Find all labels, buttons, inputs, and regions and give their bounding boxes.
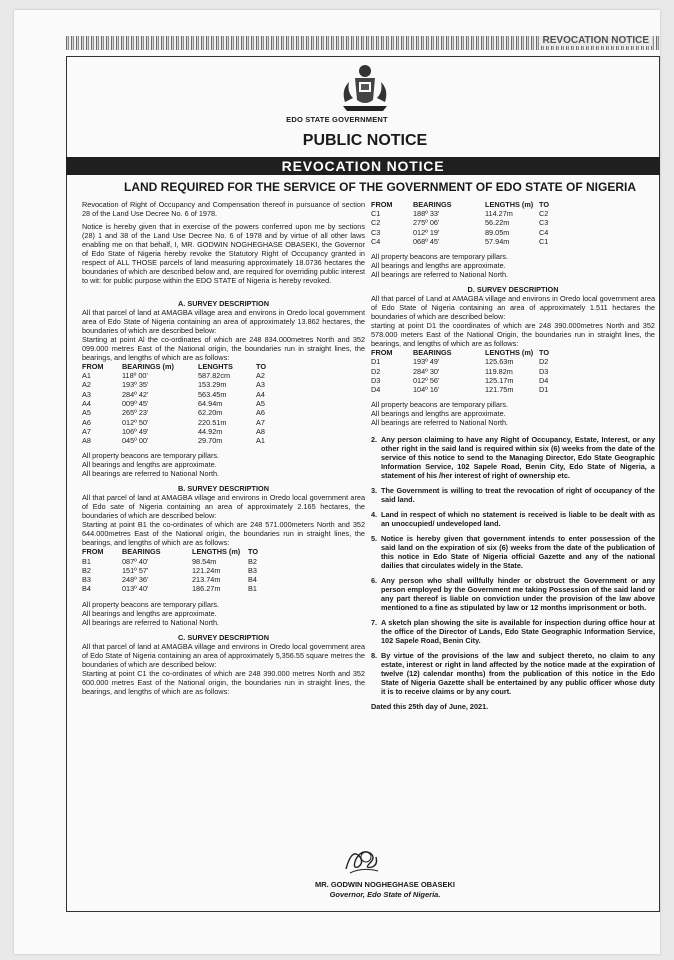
clause-number: 4.: [371, 510, 378, 520]
table-header-row: [82, 362, 266, 371]
survey-b-text: All that parcel of land at AMAGBA village and environs in Oredo local government area of Edo sate of Nigeria containing an area of approximately 2.165 hectares, the boundaries of which are described below:: [82, 493, 365, 521]
cell: 248º 36': [122, 575, 149, 585]
right-column: [371, 200, 655, 711]
table-row: [82, 566, 258, 575]
cell: 012º 19': [413, 227, 440, 237]
cell: 012º 56': [413, 375, 440, 385]
cell: A6: [256, 408, 265, 418]
cell: 193º 49': [413, 357, 440, 367]
cell: 186.27m: [192, 584, 221, 594]
cell: 44.92m: [198, 426, 223, 436]
left-column: [82, 200, 365, 700]
cell: C1: [371, 209, 381, 219]
cell: 98.54m: [192, 556, 217, 566]
cell: D2: [371, 366, 381, 376]
cell: B4: [248, 575, 257, 585]
col-header-to: TO: [248, 547, 259, 557]
col-header-lengths: LENGTHS (m): [485, 348, 534, 358]
clause-number: 6.: [371, 576, 378, 586]
survey-a-notes: [82, 451, 365, 478]
cell: C4: [539, 227, 549, 237]
cell: C3: [539, 218, 549, 228]
col-header-lengths: LENGTHS (m): [485, 200, 534, 209]
survey-a-title: A. SURVEY DESCRIPTION: [178, 299, 269, 308]
cell: 57.94m: [485, 237, 510, 247]
note-north: All bearings are referred to National North.: [82, 469, 220, 479]
government-heading: EDO STATE GOVERNMENT: [286, 115, 388, 124]
col-header-from: FROM: [371, 200, 393, 209]
survey-d-start: starting at point D1 the coordinates of which are 248 390.000metres North and 352 578.000 meters East of the National Origin, the boundaries run in straight lines, the bearings, and lengths of which are as follows:: [371, 321, 655, 349]
col-header-bearings: BEARINGS: [413, 200, 452, 209]
cell: A8: [256, 426, 265, 436]
cell: B3: [248, 565, 257, 575]
table-row: [371, 357, 549, 366]
col-header-lengths: LENGHTS: [198, 362, 233, 371]
cell: A3: [82, 389, 91, 399]
col-header-to: TO: [539, 348, 550, 358]
table-row: [371, 376, 549, 385]
signature-image: [342, 843, 382, 877]
cell: B1: [82, 556, 91, 566]
cell: 125.63m: [485, 357, 514, 367]
table-row: [82, 575, 258, 584]
cell: 013º 40': [122, 584, 149, 594]
survey-b-notes: [82, 600, 365, 627]
cell: 193º 35': [122, 380, 149, 390]
cell: 563.45m: [198, 389, 227, 399]
table-row: [371, 366, 549, 375]
cell: 89.05m: [485, 227, 510, 237]
note-pillars: All property beacons are temporary pillars.: [371, 252, 509, 262]
cell: 265º 23': [122, 408, 149, 418]
cell: D3: [539, 366, 549, 376]
survey-a-start: Starting at point Al the co-ordinates of which are 248 834.000metres North and 352 099.000 metres East of the National origin, the boundaries run in straight lines, the bearings, and lengths of which are as follows:: [82, 335, 365, 362]
intro-paragraph-2: Notice is hereby given that in exercise of the powers conferred upon me by sections (28) 1 and 38 of the Land Use Decree No. 6 of 1978 and by virtue of all other laws enabling me on that behalf, I, MR. GODWIN NOGHEGHASE OBASEKI, the Governor of Edo State of Nigeria hereby revoke the Statutory Right of Occupancy granted in respect of ALL THOSE parcels of land measuring approximately 18.0736 hectares the boundaries of which are described below and, are required for overriding public interest to wit: for public purpose within the EDO STATE of Nigeria is hereby revoked.: [82, 222, 365, 285]
survey-a-table: [82, 362, 266, 445]
survey-b-table: [82, 547, 258, 593]
cell: D2: [539, 357, 549, 367]
cell: 220.51m: [198, 417, 227, 427]
cell: C1: [539, 237, 549, 247]
clause-item: [371, 651, 655, 696]
cell: 125.17m: [485, 375, 514, 385]
cell: B1: [248, 584, 257, 594]
cell: D1: [539, 385, 549, 395]
revocation-notice-banner: REVOCATION NOTICE: [66, 157, 660, 175]
table-row: [371, 218, 549, 227]
survey-b-title: B. SURVEY DESCRIPTION: [178, 484, 269, 494]
edo-coat-of-arms-icon: [337, 62, 393, 114]
cell: 114.27m: [485, 209, 513, 219]
cell: A4: [256, 389, 265, 399]
table-row: [82, 371, 266, 380]
masthead-strip: [66, 36, 660, 50]
clause-item: [371, 486, 655, 504]
clause-item: [371, 534, 655, 570]
cell: 275º 06': [413, 218, 440, 228]
cell: 29.70m: [198, 436, 223, 446]
table-row: [371, 209, 549, 218]
cell: 587.82cm: [198, 371, 231, 381]
cell: 151º 57': [122, 565, 149, 575]
note-approximate: All bearings and lengths are approximate.: [371, 261, 506, 271]
table-row: [371, 385, 549, 394]
clause-item: [371, 576, 655, 612]
cell: A6: [82, 417, 91, 427]
survey-d-title: D. SURVEY DESCRIPTION: [467, 285, 559, 295]
cell: 068º 45': [413, 237, 440, 247]
cell: 121.75m: [485, 385, 514, 395]
col-header-to: TO: [539, 200, 550, 209]
signatory-name: MR. GODWIN NOGHEGHASE OBASEKI: [314, 880, 455, 889]
survey-d-table: [371, 348, 549, 394]
cell: 087º 40': [122, 556, 149, 566]
table-header-row: [371, 348, 549, 357]
table-row: [82, 399, 266, 408]
clause-item: [371, 510, 655, 528]
col-header-bearings: BEARINGS (m): [122, 362, 174, 371]
clauses-list: [371, 435, 655, 696]
clause-item: [371, 618, 655, 645]
survey-c-notes: [371, 252, 655, 279]
cell: D4: [371, 385, 381, 395]
survey-d-notes: [371, 400, 655, 427]
table-row: [82, 417, 266, 426]
table-header-row: [82, 547, 258, 556]
cell: 012º 50': [122, 417, 149, 427]
cell: D1: [371, 357, 381, 367]
cell: A2: [82, 380, 91, 390]
clause-text: Land in respect of which no statement is received is liable to be dealt with as an unoccupied/ undeveloped land.: [381, 510, 655, 529]
cell: 106º 49': [122, 426, 149, 436]
land-required-heading: LAND REQUIRED FOR THE SERVICE OF THE GOVERNMENT OF EDO STATE OF NIGERIA: [123, 180, 637, 194]
clause-item: [371, 435, 655, 480]
table-row: [82, 408, 266, 417]
table-row: [82, 556, 258, 565]
note-approximate: All bearings and lengths are approximate.: [82, 608, 217, 618]
note-pillars: All property beacons are temporary pillars.: [82, 451, 220, 461]
clause-text: Any person who shall willfully hinder or obstruct the Government or any person employed by the Government me taking Possession of the said land or any part thereof is liable on conviction under the provision of the law above mentioned to a fine as stipulated by law or 12 months imprisonment or both.: [381, 576, 655, 613]
table-row: [371, 228, 549, 237]
clause-number: 7.: [371, 618, 378, 628]
table-row: [82, 584, 258, 593]
cell: A7: [82, 426, 91, 436]
cell: B2: [82, 565, 91, 575]
cell: C2: [371, 218, 381, 228]
note-pillars: All property beacons are temporary pillars.: [82, 599, 220, 609]
table-row: [82, 427, 266, 436]
cell: A8: [82, 436, 91, 446]
cell: 64.94m: [198, 399, 223, 409]
survey-c-title: C. SURVEY DESCRIPTION: [178, 632, 269, 642]
cell: 188º 33': [413, 209, 440, 219]
cell: B4: [82, 584, 91, 594]
cell: 62.20m: [198, 408, 223, 418]
survey-b-start: Starting at point B1 the co-ordinates of which are 248 571.000meters North and 352 644.000metres East of the National origin, the boundaries run in straight lines, the bearings, and lengths of which are as follows:: [82, 520, 365, 548]
col-header-to: TO: [256, 362, 267, 371]
cell: A5: [256, 399, 265, 409]
col-header-lengths: LENGTHS (m): [192, 547, 241, 557]
cell: A5: [82, 408, 91, 418]
cell: A4: [82, 399, 91, 409]
signatory-title: Governor, Edo State of Nigeria.: [329, 890, 441, 899]
cell: 009º 45': [122, 399, 149, 409]
cell: D3: [371, 375, 381, 385]
cell: C3: [371, 227, 381, 237]
cell: 119.82m: [485, 366, 513, 376]
note-approximate: All bearings and lengths are approximate.: [371, 409, 506, 419]
table-header-row: [371, 200, 549, 209]
cell: D4: [539, 375, 549, 385]
survey-d-text: All that parcel of Land at AMAGBA village and environs in Oredo local government area of Edo State of Nigeria containing an area of approximately 1.511 hectares the boundaries of which are described below:: [371, 294, 655, 322]
col-header-bearings: BEARINGS: [413, 348, 452, 358]
note-pillars: All property beacons are temporary pillars.: [371, 400, 509, 410]
col-header-bearings: BEARINGS: [122, 547, 161, 557]
cell: 284º 42': [122, 389, 149, 399]
cell: C2: [539, 209, 549, 219]
cell: 045º 00': [122, 436, 149, 446]
table-row: [82, 390, 266, 399]
clause-text: The Government is willing to treat the revocation of right of occupancy of the said land.: [381, 486, 655, 505]
cell: A3: [256, 380, 265, 390]
table-row: [371, 237, 549, 246]
cell: 104º 16': [413, 385, 440, 395]
note-north: All bearings are referred to National North.: [371, 418, 509, 428]
clause-number: 5.: [371, 534, 378, 544]
cell: 121.24m: [192, 565, 221, 575]
public-notice-heading: PUBLIC NOTICE: [302, 132, 428, 149]
cell: A1: [82, 371, 91, 381]
survey-c-table: [371, 200, 549, 246]
intro-paragraph-1: Revocation of Right of Occupancy and Compensation thereof in pursuance of section 28 of the Land Use Decree No. 6 of 1978.: [82, 200, 365, 218]
cell: A1: [256, 436, 265, 446]
cell: 213.74m: [192, 575, 221, 585]
col-header-from: FROM: [371, 348, 393, 358]
cell: C4: [371, 237, 381, 247]
survey-c-start: Starting at point C1 the co-ordinates of which are 248 390.000 metres North and 352 600.000 metres East of the National origin, the boundaries run in straight lines, the bearings, and lengths of which are as follows:: [82, 668, 365, 696]
masthead-strip-text: REVOCATION NOTICE: [540, 36, 652, 46]
survey-c-text: All that parcel of land at AMAGBA village and environs in Oredo local government area of Edo State of Nigeria containing an area of approximately 5,356.55 square metres the boundaries of which are described below:: [82, 641, 365, 669]
cell: A2: [256, 371, 265, 381]
cell: B3: [82, 575, 91, 585]
cell: 284º 30': [413, 366, 440, 376]
cell: 153.29m: [198, 380, 227, 390]
cell: B2: [248, 556, 257, 566]
note-north: All bearings are referred to National North.: [82, 617, 220, 627]
table-row: [82, 380, 266, 389]
clause-number: 3.: [371, 486, 378, 496]
note-north: All bearings are referred to National North.: [371, 270, 509, 280]
clause-number: 8.: [371, 651, 378, 661]
cell: 118º 00': [122, 371, 148, 381]
col-header-from: FROM: [82, 362, 104, 371]
table-row: [82, 436, 266, 445]
clause-text: Any person claiming to have any Right of Occupancy, Estate, Interest, or any other right in the said land is required within six (6) weeks from the date of the service of this notice to send to the Managing Director, Edo State Geographic Information Service, 102 Sapele Road, Benin City, Edo State of Nigeria, a statement of his /her interest of right of ownership etc.: [381, 435, 655, 481]
clause-text: A sketch plan showing the site is available for inspection during office hour at the office of the Director of Lands, Edo State Geographic Information Service, 102 Sapele Road, Benin City.: [381, 618, 655, 646]
cell: A7: [256, 417, 265, 427]
survey-a-text: All that parcel of land at AMAGBA village area and environs in Oredo local government area of Edo State of Nigeria containing an area of approximately 13.862 hectares, the boundaries of which are described below:: [82, 308, 365, 335]
clause-number: 2.: [371, 435, 378, 445]
note-approximate: All bearings and lengths are approximate.: [82, 460, 217, 470]
date-line: Dated this 25th day of June, 2021.: [371, 702, 489, 712]
cell: 56.22m: [485, 218, 510, 228]
clause-text: Notice is hereby given that government intends to enter possession of the said land on the expiration of six (6) weeks from the date of the publication of this notice in Edo State of Nigeria official Gazette and any of the national dailies that circulates widely in the State.: [381, 534, 655, 571]
clause-text: By virtue of the provisions of the law and subject thereto, no claim to any estate, interest or right in land affected by the notice made at the expiration of twelve (12) calendar months) from the publication of this notice in the Edo State of Nigeria Gazette shall be entertained by any public officer whose duty it is to receive claims or by any court.: [381, 651, 655, 697]
col-header-from: FROM: [82, 547, 104, 557]
